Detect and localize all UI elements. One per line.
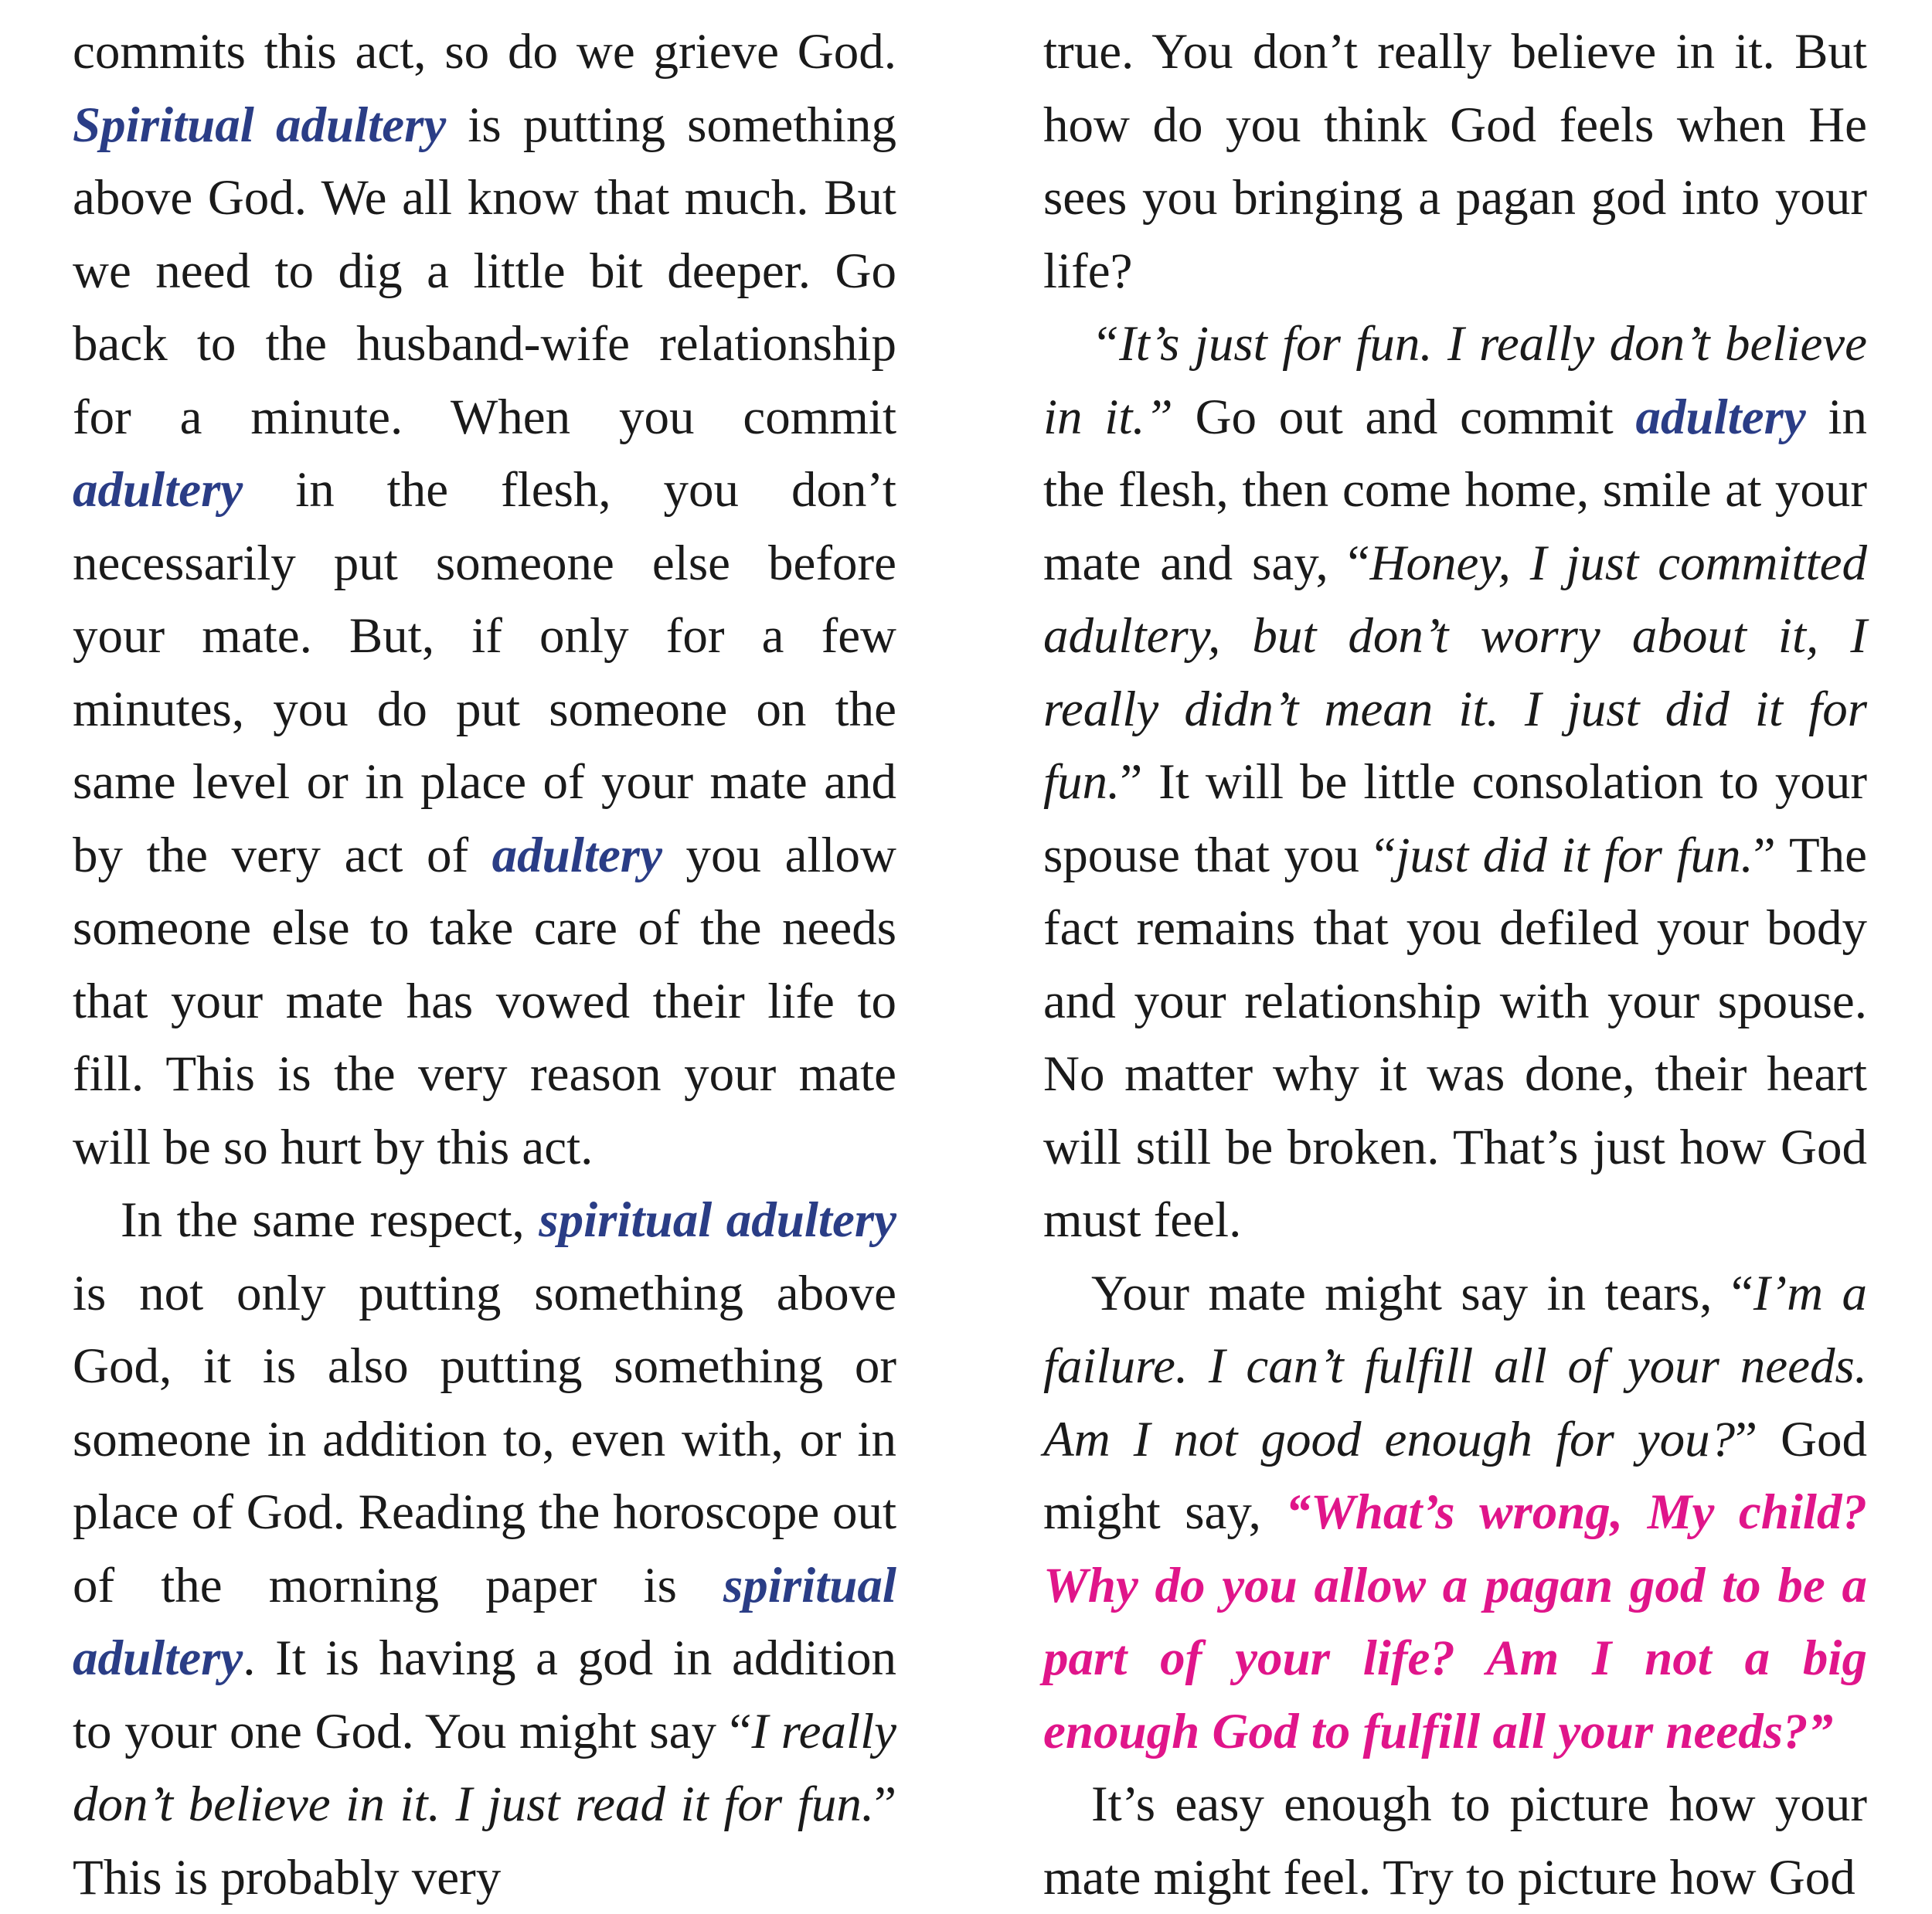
text-run: . It is having a god in addition to your one God. You might say “	[73, 1630, 896, 1759]
text-run: commits this act, so do we grieve God.	[73, 24, 896, 80]
highlight-term: Spiritual adultery	[73, 97, 447, 153]
text-run: ” God might say,	[1043, 1411, 1868, 1540]
left-paragraph-1	[73, 15, 896, 1184]
right-paragraph-2	[1043, 308, 1867, 1257]
right-paragraph-1	[1043, 15, 1867, 308]
text-run: true. You don’t really believe in it. But how do you think God feels when He sees you bringing a pagan god into your life?	[1043, 24, 1867, 299]
italic-quote: Honey, I just committed adultery, but don’t worry about it, I really didn’t mean it. I just did it for fun.	[1043, 535, 1867, 810]
highlight-term: spiritual adultery	[73, 1557, 896, 1686]
italic-quote: I’m a failure. I can’t fulfill all of your needs. Am I not good enough for you?	[1043, 1265, 1867, 1467]
italic-quote: just did it for fun.	[1396, 827, 1753, 883]
text-run: in the flesh, then come home, smile at your mate and say, “	[1043, 389, 1868, 591]
highlight-term: spiritual adultery	[539, 1192, 896, 1248]
highlight-term: adultery	[1635, 389, 1806, 445]
text-run: ” This is probably very	[73, 1776, 896, 1906]
left-paragraph-2	[73, 1184, 896, 1914]
right-paragraph-4	[1043, 1768, 1867, 1914]
italic-quote: “It’s just for fun. I really don’t believe in it.”	[1043, 316, 1867, 445]
right-column	[1043, 15, 1868, 1906]
text-run: Your mate might say in tears, “	[1091, 1265, 1753, 1321]
text-run: in the flesh, you don’t necessarily put someone else before your mate. But, if only for a few minutes, you do put someone on the same level or in place of your mate and by the very act of	[73, 462, 896, 883]
left-column	[73, 15, 896, 1906]
italic-quote: I really don’t believe in it. I just read it for fun.	[73, 1703, 896, 1832]
highlight-term: adultery	[492, 827, 662, 883]
text-run: It’s easy enough to picture how your mate might feel. Try to picture how God	[1043, 1776, 1867, 1906]
text-run: ” It will be little consolation to your spouse that you “	[1043, 754, 1867, 883]
gods-words-quote: “What’s wrong, My child? Why do you allow a pagan god to be a part of your life? Am I not a big enough God to fulfill all your needs?”	[1043, 1484, 1867, 1759]
text-run: is putting something above God. We all know that much. But we need to dig a little bit deeper. Go back to the husband-wife relationship for a minute. When you commit	[73, 97, 896, 445]
text-run: Go out and commit	[1172, 389, 1636, 445]
text-run: ” The fact remains that you defiled your body and your relationship with your spouse. No matter why it was done, their heart will still be broken. That’s just how God must feel.	[1043, 827, 1867, 1248]
text-run: you allow someone else to take care of the needs that your mate has vowed their life to fill. This is the very reason your mate will be so hurt by this act.	[73, 827, 896, 1175]
text-run: is not only putting something above God, it is also putting something or someone in addition to, even with, or in place of God. Reading the horoscope out of the morning paper is	[73, 1265, 896, 1613]
highlight-term: adultery	[73, 462, 243, 518]
right-paragraph-3	[1043, 1257, 1867, 1769]
text-run: In the same respect,	[121, 1192, 539, 1248]
